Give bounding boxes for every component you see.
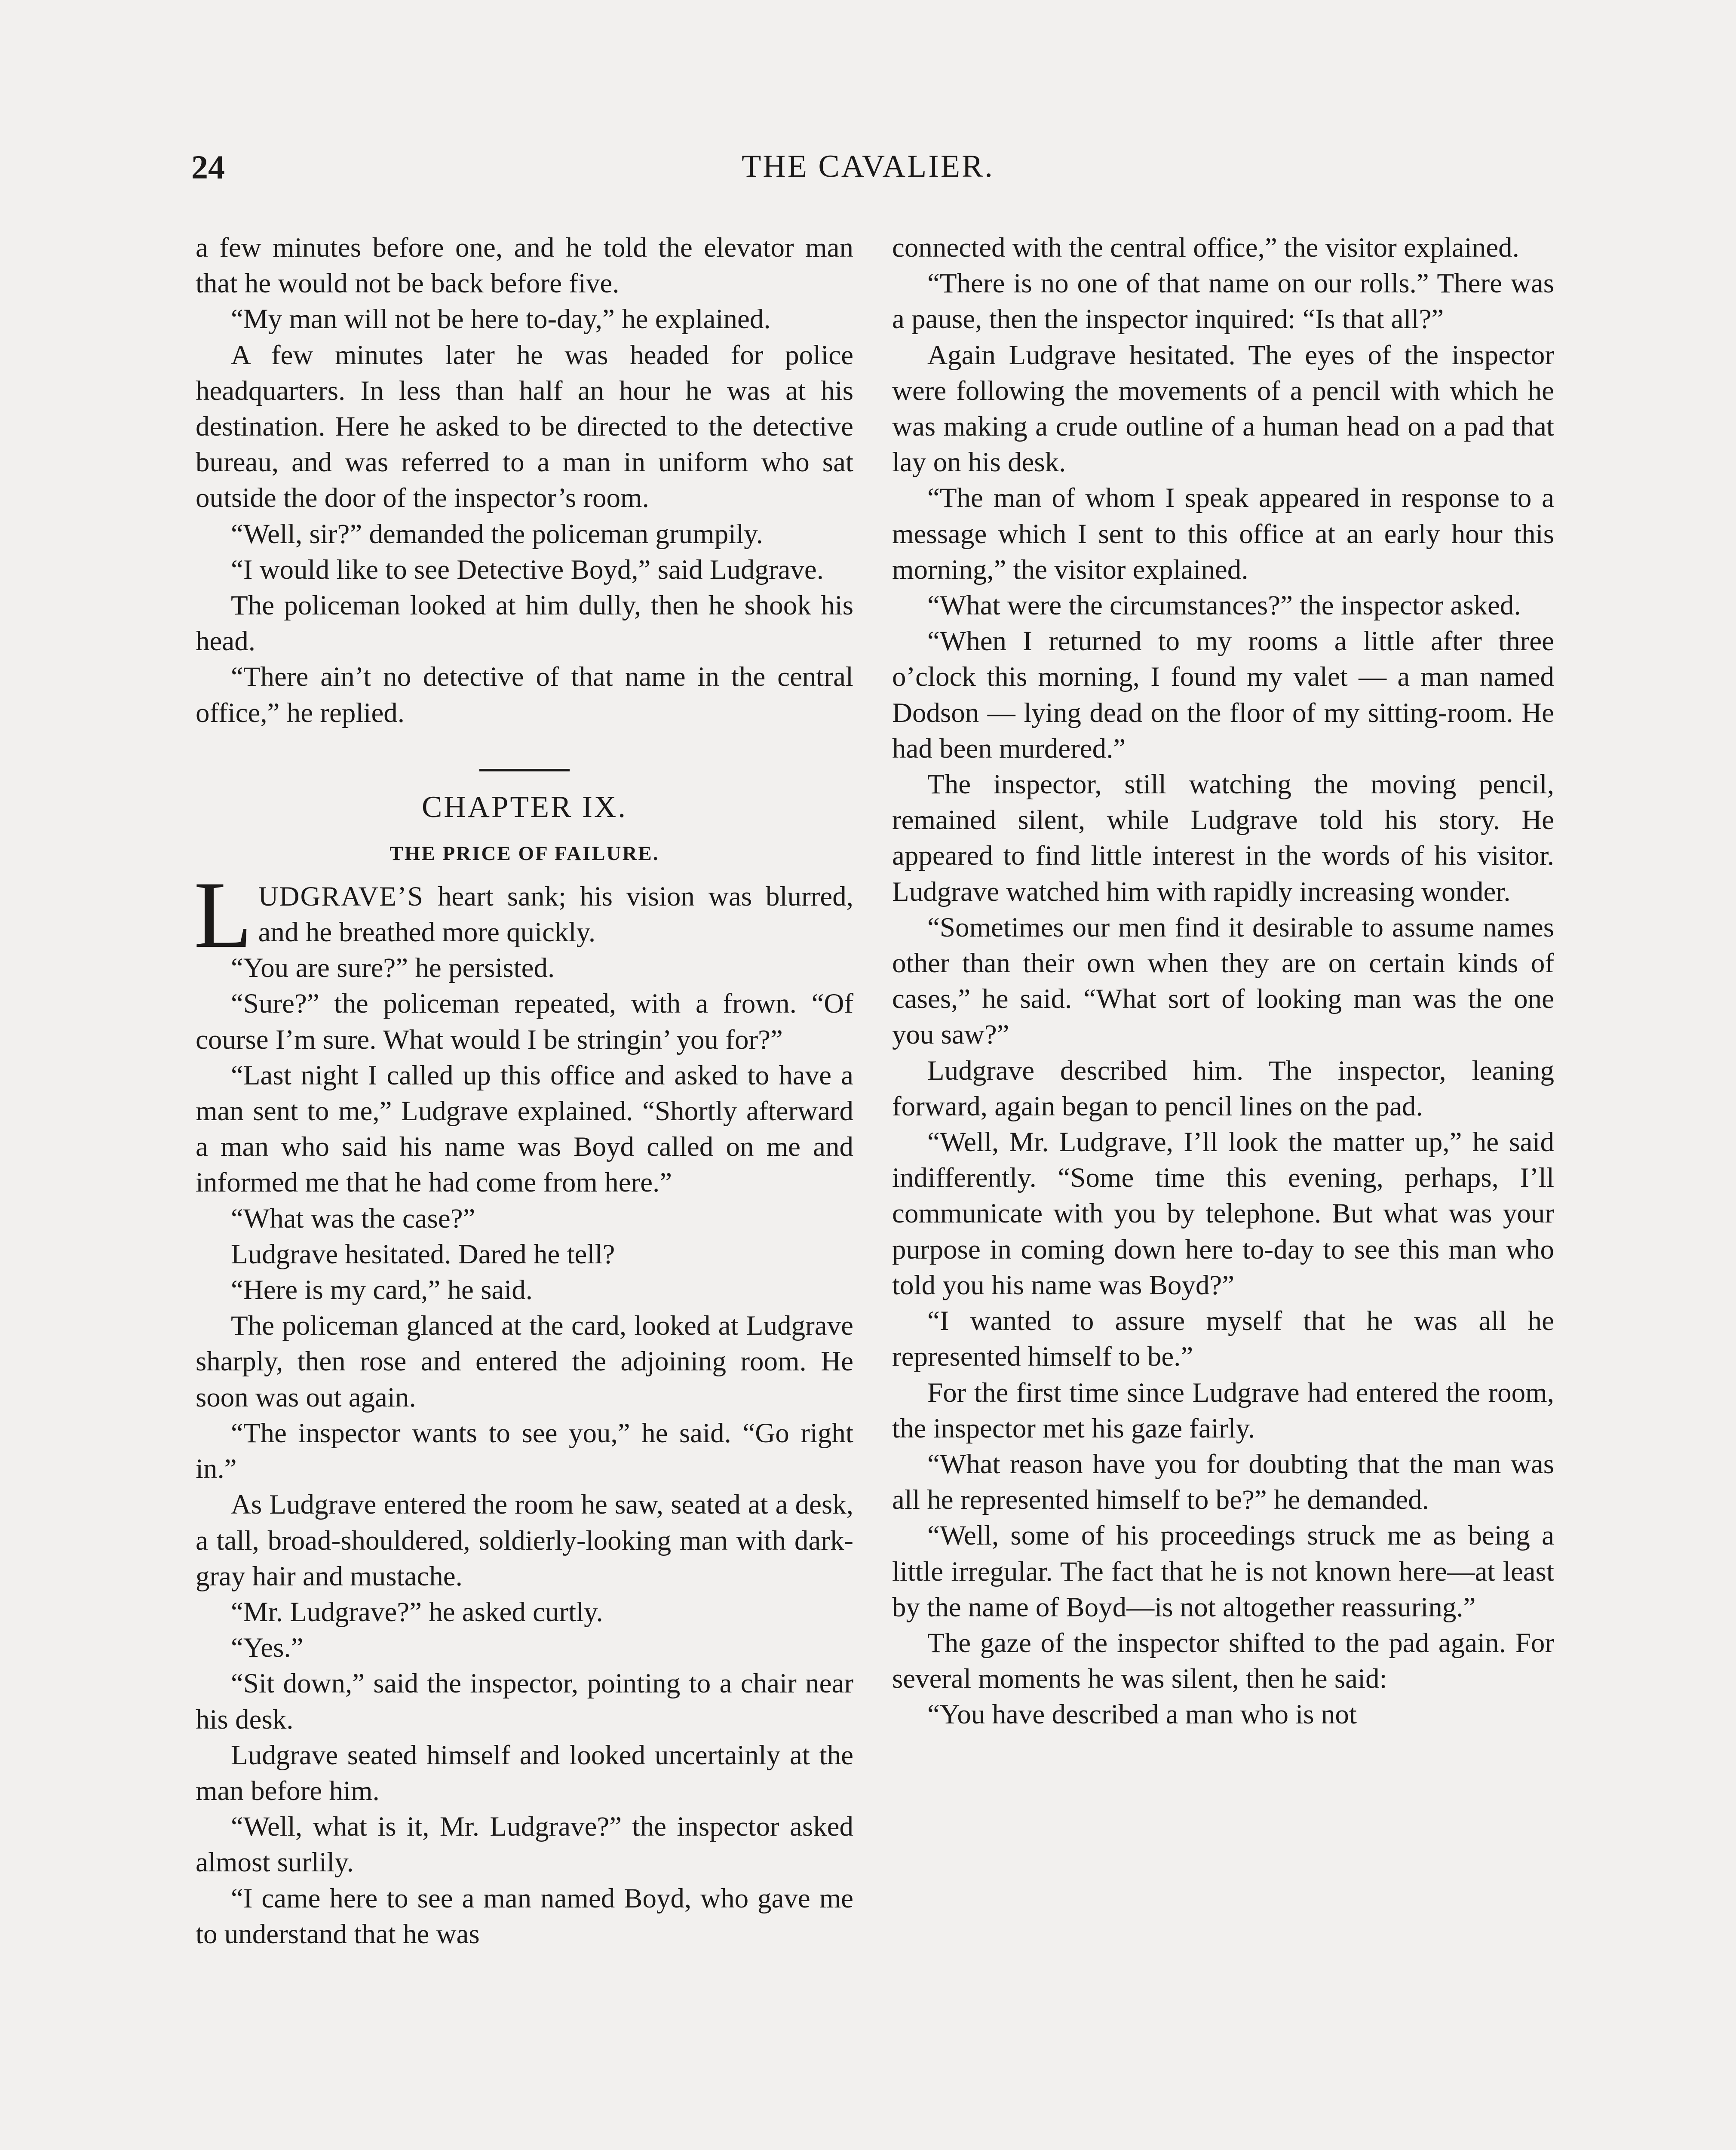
- paragraph: “Well, what is it, Mr. Ludgrave?” the inspector asked almost surlily.: [196, 1811, 853, 1878]
- chapter-title: CHAPTER IX.: [422, 790, 627, 824]
- running-head: THE CAVALIER.: [742, 149, 994, 184]
- right-column: [892, 230, 1554, 1733]
- paragraph: “The man of whom I speak appeared in response to a message which I sent to this office at an early hour this morning,” the visitor explained.: [892, 482, 1554, 585]
- chapter-subtitle: THE PRICE OF FAILURE.: [390, 842, 659, 865]
- paragraph: Ludgrave seated himself and looked uncertainly at the man before him.: [196, 1739, 853, 1806]
- paragraph: “You are sure?” he persisted.: [231, 952, 555, 984]
- drop-cap: L: [194, 862, 252, 968]
- paragraph: A few minutes later he was headed for police headquarters. In less than half an hour he was at his destination. Here he asked to be directed to the detective bureau, and was referred to a man in uniform who sat outside the door of the inspector’s room.: [196, 339, 853, 514]
- paragraph: “Sometimes our men find it desirable to assume names other than their own when they are on certain kinds of cases,” he said. “What sort of looking man was the one you saw?”: [892, 912, 1554, 1050]
- paragraph: a few minutes before one, and he told the elevator man that he would not be back before five.: [196, 232, 853, 299]
- page-header: [0, 150, 1736, 206]
- paragraph: As Ludgrave entered the room he saw, seated at a desk, a tall, broad-shouldered, soldierly-looking man with dark-gray hair and mustache.: [196, 1489, 853, 1592]
- paragraph: Ludgrave hesitated. Dared he tell?: [231, 1238, 615, 1270]
- chapter-divider: [479, 769, 570, 771]
- paragraph: “Here is my card,” he said.: [231, 1275, 533, 1306]
- paragraph: “Well, some of his proceedings struck me as being a little irregular. The fact that he is not known here—at least by the name of Boyd—is not altogether reassuring.”: [892, 1520, 1554, 1623]
- paragraph: “I would like to see Detective Boyd,” said Ludgrave.: [231, 554, 824, 585]
- paragraph: For the first time since Ludgrave had entered the room, the inspector met his gaze fairly.: [892, 1377, 1554, 1444]
- paragraph: “My man will not be here to-day,” he explained.: [231, 304, 771, 335]
- paragraph: “There is no one of that name on our rolls.” There was a pause, then the inspector inquired: “Is that all?”: [892, 268, 1554, 335]
- paragraph: Again Ludgrave hesitated. The eyes of the inspector were following the movements of a pencil with which he was making a crude outline of a human head on a pad that lay on his desk.: [892, 339, 1554, 478]
- paragraph: “What was the case?”: [231, 1203, 475, 1234]
- paragraph: “Well, Mr. Ludgrave, I’ll look the matter up,” he said indifferently. “Some time this evening, perhaps, I’ll communicate with you by telephone. But what was your purpose in coming down here to-day to see this man who told you his name was Boyd?”: [892, 1127, 1554, 1301]
- left-column: [196, 230, 853, 1952]
- paragraph: “I wanted to assure myself that he was all he represented himself to be.”: [892, 1305, 1554, 1373]
- paragraph: “There ain’t no detective of that name in the central office,” he replied.: [196, 661, 853, 728]
- paragraph: “When I returned to my rooms a little after three o’clock this morning, I found my valet — a man named Dodson — lying dead on the floor of my sitting-room. He had been murdered.”: [892, 626, 1554, 764]
- paragraph: “What reason have you for doubting that the man was all he represented himself to be?” he demanded.: [892, 1448, 1554, 1516]
- paragraph: “What were the circumstances?” the inspector asked.: [927, 590, 1521, 621]
- paragraph: The policeman looked at him dully, then he shook his head.: [196, 590, 853, 657]
- paragraph: “Yes.”: [231, 1632, 304, 1664]
- paragraph: “Mr. Ludgrave?” he asked curtly.: [231, 1596, 603, 1628]
- paragraph: “Well, sir?” demanded the policeman grumpily.: [231, 518, 763, 550]
- paragraph: “The inspector wants to see you,” he said. “Go right in.”: [196, 1417, 853, 1485]
- paragraph: “I came here to see a man named Boyd, who gave me to understand that he was: [196, 1883, 853, 1950]
- paragraph: The inspector, still watching the moving pencil, remained silent, while Ludgrave told his story. He appeared to find little interest in the words of his visitor. Ludgrave watched him with rapidly increasing wonder.: [892, 769, 1554, 907]
- paragraph: connected with the central office,” the visitor explained.: [892, 232, 1519, 263]
- paragraph: The gaze of the inspector shifted to the pad again. For several moments he was silent, then he said:: [892, 1627, 1554, 1695]
- paragraph: “Sure?” the policeman repeated, with a frown. “Of course I’m sure. What would I be stringin’ you for?”: [196, 988, 853, 1055]
- opening-small-caps: UDGRAVE’S: [258, 881, 424, 912]
- opening-text: heart sank; his vision was blurred, and he breathed more quickly.: [258, 881, 853, 948]
- paragraph: “Sit down,” said the inspector, pointing to a chair near his desk.: [196, 1668, 853, 1735]
- page-number: 24: [191, 148, 225, 186]
- paragraph: “Last night I called up this office and asked to have a man sent to me,” Ludgrave explained. “Shortly afterward a man who said his name was Boyd called on me and informed me that he had come from here.”: [196, 1060, 853, 1198]
- paragraph: Ludgrave described him. The inspector, leaning forward, again began to pencil lines on the pad.: [892, 1055, 1554, 1122]
- paragraph: The policeman glanced at the card, looked at Ludgrave sharply, then rose and entered the adjoining room. He soon was out again.: [196, 1310, 853, 1413]
- paragraph: “You have described a man who is not: [927, 1699, 1357, 1730]
